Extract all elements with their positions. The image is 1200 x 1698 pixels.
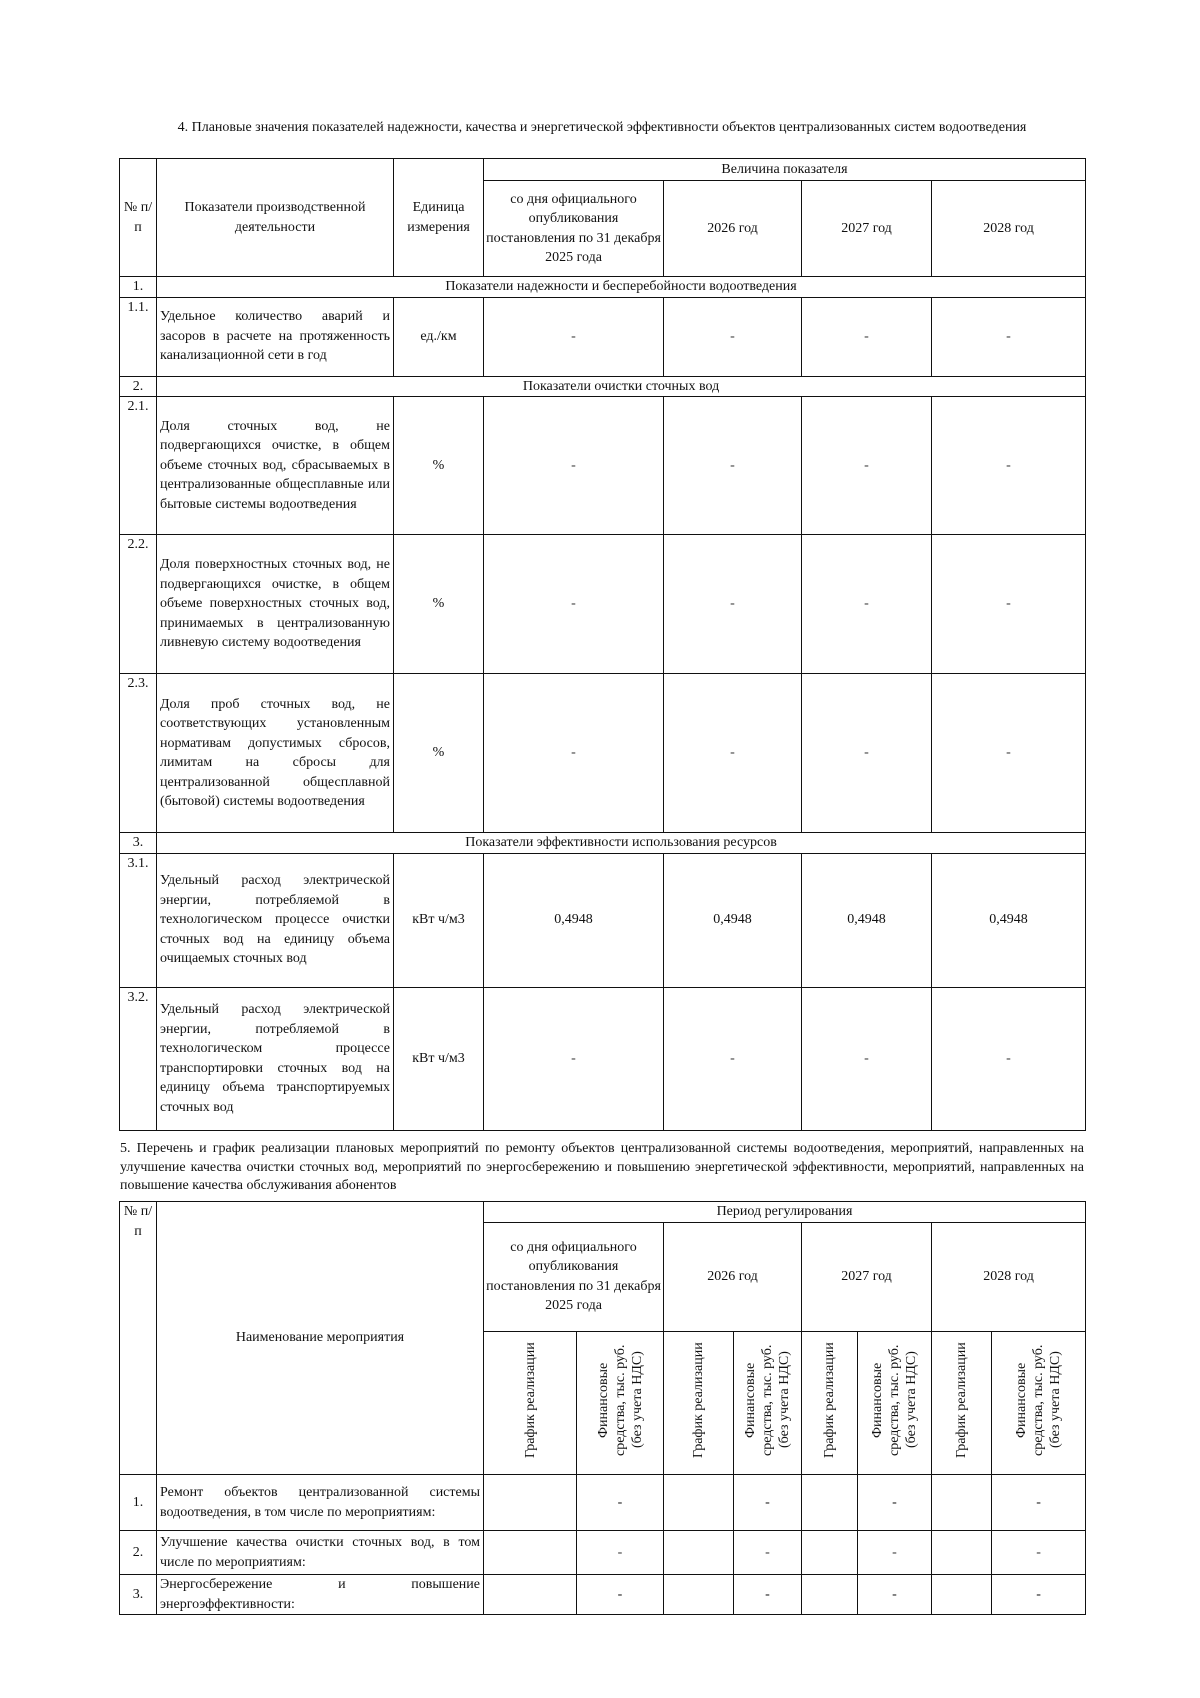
row-value: - bbox=[484, 397, 664, 535]
row-value bbox=[664, 1475, 734, 1531]
section4-title: 4. Плановые значения показателей надежности, качества и энергетической эффективности объектов централизованных систем водоотведения bbox=[177, 120, 1027, 135]
group-title: Показатели надежности и бесперебойности водоотведения bbox=[157, 277, 1086, 298]
row-value: - bbox=[802, 397, 932, 535]
row-value: - bbox=[858, 1531, 932, 1575]
header-name: Наименование мероприятия bbox=[157, 1202, 484, 1475]
row-value: - bbox=[484, 674, 664, 833]
row-unit: % bbox=[394, 674, 484, 833]
group-num: 3. bbox=[120, 833, 157, 854]
table-row bbox=[120, 1531, 1086, 1575]
header-schedule: График реализации bbox=[664, 1331, 734, 1475]
row-value: - bbox=[734, 1475, 802, 1531]
header-2026: 2026 год bbox=[664, 181, 802, 277]
row-num: 2.2. bbox=[120, 535, 157, 674]
row-value: - bbox=[484, 297, 664, 376]
row-value bbox=[484, 1531, 577, 1575]
row-value: - bbox=[858, 1475, 932, 1531]
table-row bbox=[120, 987, 1086, 1130]
row-indicator: Доля проб сточных вод, не соответствующих установленным нормативам допустимых сбросов, лимитам на сбросы для централизованной общесплавной (бытовой) системы водоотведения bbox=[157, 674, 394, 833]
table-row bbox=[120, 674, 1086, 833]
row-value bbox=[932, 1475, 992, 1531]
row-name: Улучшение качества очистки сточных вод, в том числе по мероприятиям: bbox=[157, 1531, 484, 1575]
table-row bbox=[120, 853, 1086, 987]
row-value: - bbox=[932, 535, 1086, 674]
row-value bbox=[802, 1575, 858, 1615]
header-indicator: Показатели производственной деятельности bbox=[157, 159, 394, 277]
header-2028: 2028 год bbox=[932, 181, 1086, 277]
row-value: - bbox=[664, 297, 802, 376]
row-value bbox=[484, 1475, 577, 1531]
group-title: Показатели очистки сточных вод bbox=[157, 376, 1086, 397]
row-value: - bbox=[932, 397, 1086, 535]
row-num: 1. bbox=[120, 1475, 157, 1531]
row-value: - bbox=[992, 1475, 1086, 1531]
row-num: 2. bbox=[120, 1531, 157, 1575]
table-row bbox=[120, 397, 1086, 535]
row-value: - bbox=[664, 535, 802, 674]
header-2028: 2028 год bbox=[932, 1222, 1086, 1331]
row-value: - bbox=[577, 1575, 664, 1615]
row-value: - bbox=[577, 1475, 664, 1531]
header-num: № п/п bbox=[120, 159, 157, 277]
row-unit: % bbox=[394, 397, 484, 535]
row-value: - bbox=[484, 987, 664, 1130]
row-value: - bbox=[802, 297, 932, 376]
header-period-group: Период регулирования bbox=[484, 1202, 1086, 1223]
header-schedule: График реализации bbox=[932, 1331, 992, 1475]
row-name: Энергосбережение и повышение энергоэффективности: bbox=[157, 1575, 484, 1615]
row-num: 2.1. bbox=[120, 397, 157, 535]
row-value: - bbox=[932, 987, 1086, 1130]
header-period-first: со дня официального опубликования постановления по 31 декабря 2025 года bbox=[484, 181, 664, 277]
header-finance: Финансовые средства, тыс. руб. (без учета НДС) bbox=[858, 1331, 932, 1475]
row-value: - bbox=[484, 535, 664, 674]
row-value bbox=[932, 1531, 992, 1575]
row-value: - bbox=[577, 1531, 664, 1575]
row-num: 1.1. bbox=[120, 297, 157, 376]
header-finance: Финансовые средства, тыс. руб. (без учета НДС) bbox=[577, 1331, 664, 1475]
section5-title: 5. Перечень и график реализации плановых мероприятий по ремонту объектов централизованной системы водоотведения, мероприятий, направленных на улучшение качества очистки сточных вод, мероприятий по энергосбережению и повышению энергетической эффективности, мероприятий, направленных на повышение качества обслуживания абонентов bbox=[120, 1141, 1084, 1193]
row-value: - bbox=[802, 674, 932, 833]
row-value bbox=[802, 1531, 858, 1575]
measures-table bbox=[119, 1201, 1086, 1615]
header-2027: 2027 год bbox=[802, 1222, 932, 1331]
row-value: 0,4948 bbox=[484, 853, 664, 987]
row-unit: кВт ч/м3 bbox=[394, 987, 484, 1130]
row-indicator: Доля поверхностных сточных вод, не подвергающихся очистке, в общем объеме поверхностных сточных вод, принимаемых в централизованную ливневую систему водоотведения bbox=[157, 535, 394, 674]
row-value bbox=[802, 1475, 858, 1531]
group-title: Показатели эффективности использования ресурсов bbox=[157, 833, 1086, 854]
row-value: 0,4948 bbox=[802, 853, 932, 987]
row-value: - bbox=[802, 535, 932, 674]
row-value bbox=[484, 1575, 577, 1615]
row-value: - bbox=[932, 297, 1086, 376]
row-value: - bbox=[932, 674, 1086, 833]
row-value: - bbox=[664, 397, 802, 535]
header-num: № п/п bbox=[120, 1202, 157, 1475]
row-num: 2.3. bbox=[120, 674, 157, 833]
header-value-group: Величина показателя bbox=[484, 159, 1086, 181]
row-value: - bbox=[664, 674, 802, 833]
table-row bbox=[120, 535, 1086, 674]
row-value bbox=[664, 1575, 734, 1615]
header-2027: 2027 год bbox=[802, 181, 932, 277]
row-indicator: Доля сточных вод, не подвергающихся очистке, в общем объеме сточных вод, сбрасываемых в централизованные общесплавные или бытовые системы водоотведения bbox=[157, 397, 394, 535]
header-period-first: со дня официального опубликования постановления по 31 декабря 2025 года bbox=[484, 1222, 664, 1331]
row-name: Ремонт объектов централизованной системы водоотведения, в том числе по мероприятиям: bbox=[157, 1475, 484, 1531]
header-schedule: График реализации bbox=[802, 1331, 858, 1475]
row-value: - bbox=[734, 1531, 802, 1575]
table-row bbox=[120, 1475, 1086, 1531]
row-indicator: Удельное количество аварий и засоров в расчете на протяженность канализационной сети в год bbox=[157, 297, 394, 376]
row-num: 3.1. bbox=[120, 853, 157, 987]
row-num: 3.2. bbox=[120, 987, 157, 1130]
row-unit: ед./км bbox=[394, 297, 484, 376]
header-2026: 2026 год bbox=[664, 1222, 802, 1331]
table-row bbox=[120, 297, 1086, 376]
row-value bbox=[664, 1531, 734, 1575]
row-num: 3. bbox=[120, 1575, 157, 1615]
row-value: - bbox=[664, 987, 802, 1130]
row-value: - bbox=[802, 987, 932, 1130]
group-num: 1. bbox=[120, 277, 157, 298]
row-unit: % bbox=[394, 535, 484, 674]
row-value: - bbox=[734, 1575, 802, 1615]
row-value: - bbox=[992, 1531, 1086, 1575]
header-unit: Единица измерения bbox=[394, 159, 484, 277]
header-schedule: График реализации bbox=[484, 1331, 577, 1475]
table-row bbox=[120, 1575, 1086, 1615]
indicators-table bbox=[119, 158, 1086, 1131]
row-indicator: Удельный расход электрической энергии, потребляемой в технологическом процессе транспортировки сточных вод на единицу объема транспортируемых сточных вод bbox=[157, 987, 394, 1130]
row-value: 0,4948 bbox=[664, 853, 802, 987]
row-value bbox=[932, 1575, 992, 1615]
header-finance: Финансовые средства, тыс. руб. (без учета НДС) bbox=[734, 1331, 802, 1475]
group-num: 2. bbox=[120, 376, 157, 397]
row-indicator: Удельный расход электрической энергии, потребляемой в технологическом процессе очистки сточных вод на единицу объема очищаемых сточных вод bbox=[157, 853, 394, 987]
row-unit: кВт ч/м3 bbox=[394, 853, 484, 987]
row-value: - bbox=[858, 1575, 932, 1615]
row-value: 0,4948 bbox=[932, 853, 1086, 987]
row-value: - bbox=[992, 1575, 1086, 1615]
header-finance: Финансовые средства, тыс. руб. (без учета НДС) bbox=[992, 1331, 1086, 1475]
